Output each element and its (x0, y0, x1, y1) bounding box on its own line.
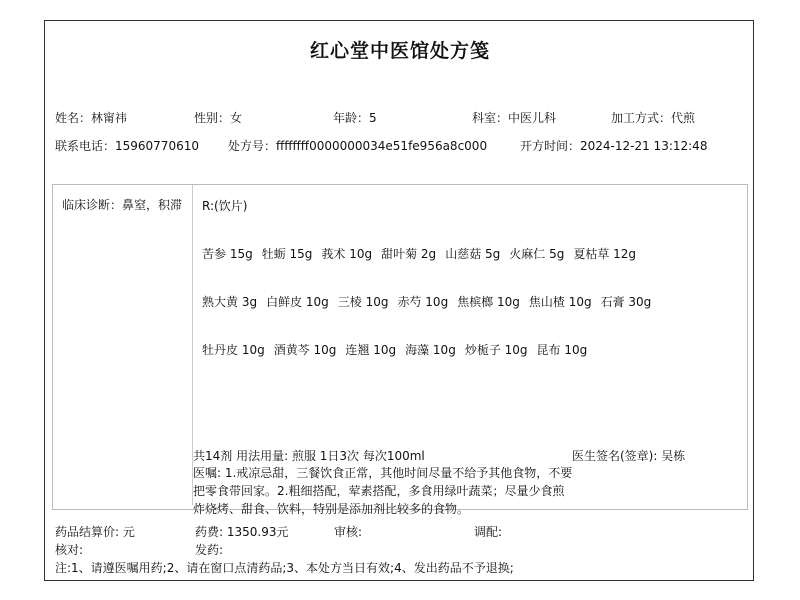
page-title: 红心堂中医馆处方笺 (309, 40, 490, 62)
herb-item: 牡丹皮 10g (202, 343, 265, 357)
herb-item: 焦槟榔 10g (457, 295, 520, 309)
herb-item: 牡蛎 15g (261, 247, 313, 261)
dispense-label: 调配: (474, 525, 503, 539)
herb-item: 甜叶菊 2g (381, 247, 437, 261)
herb-item: 连翘 10g (345, 343, 397, 357)
usage-dosage: 共14剂 用法用量: 煎服 1日3次 每次100ml (193, 449, 425, 463)
herb-item: 白鲜皮 10g (266, 295, 329, 309)
herb-item: 夏枯草 12g (573, 247, 637, 261)
patient-name: 姓名：林甯祎 (55, 111, 128, 125)
drug-fee: 药费: 1350.93元 (195, 525, 289, 539)
patient-age: 年龄：5 (333, 111, 377, 125)
herb-item: 莪术 10g (321, 247, 373, 261)
clinical-diagnosis: 临床诊断：鼻窒，积滞 (62, 198, 183, 212)
herb-item: 焦山楂 10g (528, 295, 592, 309)
herb-item: 三棱 10g (337, 295, 389, 309)
herb-row-3 (202, 341, 596, 358)
department: 科室：中医儿科 (472, 111, 557, 125)
footer-note: 注:1、请遵医嘱用药;2、请在窗口点清药品;3、本处方当日有效;4、发出药品不予退换; (55, 561, 514, 575)
patient-gender: 性别：女 (194, 111, 243, 125)
herb-item: 赤芍 10g (397, 295, 449, 309)
rx-header: R:(饮片) (202, 199, 248, 213)
herb-row-2 (202, 293, 660, 310)
drug-settlement-price: 药品结算价: 元 (55, 525, 135, 539)
herb-item: 熟大黄 3g (202, 295, 258, 309)
prescription-number: 处方号：ffffffff0000000034e51fe956a8c000 (228, 139, 488, 153)
herb-item: 山慈菇 5g (445, 247, 501, 261)
herb-item: 昆布 10g (536, 343, 588, 357)
herb-item: 苦参 15g (202, 247, 253, 261)
herb-item: 酒黄芩 10g (273, 343, 337, 357)
check-label: 核对: (55, 543, 84, 557)
prescription-time: 开方时间：2024-12-21 13:12:48 (520, 139, 708, 153)
medical-advice: 医嘱: 1.戒凉忌甜，三餐饮食正常，其他时间尽量不给予其他食物，不要把零食带回家。2.粗细搭配，荤素搭配，多食用绿叶蔬菜；尽量少食煎炸烧烤、甜食、饮料，特别是添加剂比较多的食物。 (193, 466, 573, 516)
issue-label: 发药: (195, 543, 224, 557)
herb-item: 海藻 10g (405, 343, 456, 357)
contact-phone: 联系电话：15960770610 (55, 139, 199, 153)
herb-item: 石膏 30g (600, 295, 652, 309)
herb-item: 火麻仁 5g (509, 247, 565, 261)
review-label: 审核: (334, 525, 363, 539)
doctor-signature: 医生签名(签章): 吴栋 (572, 449, 686, 463)
herb-row-1 (202, 245, 645, 262)
herb-item: 炒栀子 10g (464, 343, 528, 357)
processing-method: 加工方式：代煎 (611, 111, 696, 125)
